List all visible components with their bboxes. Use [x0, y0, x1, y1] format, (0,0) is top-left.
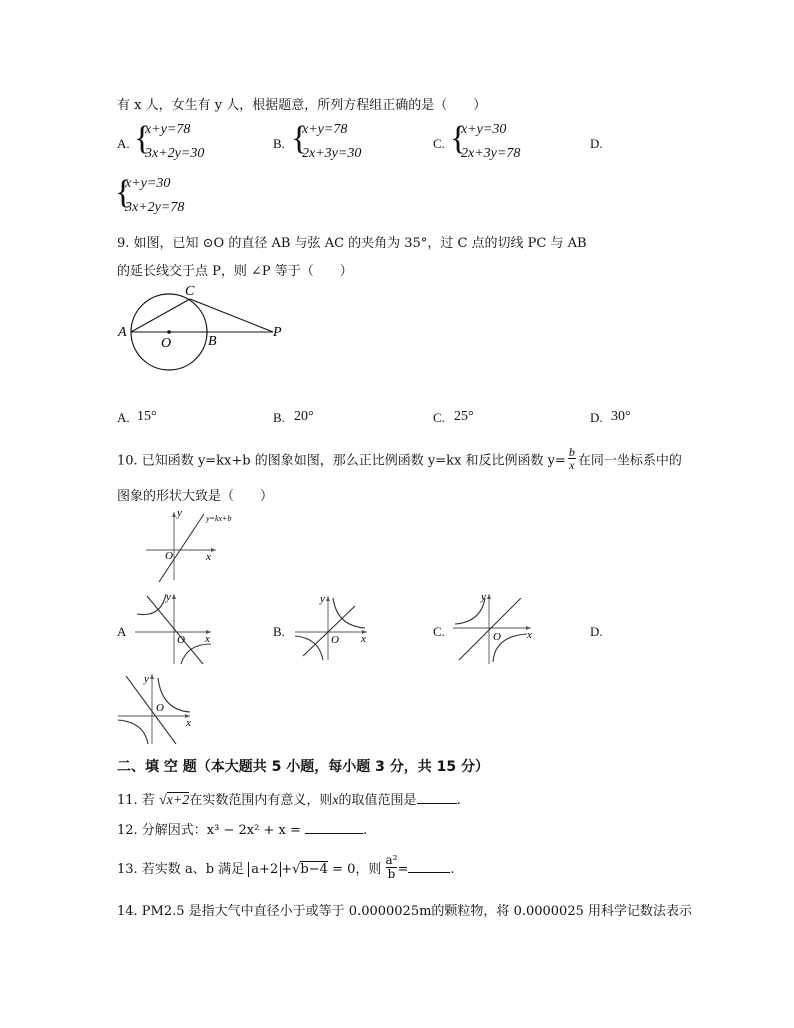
- label-p: P: [273, 325, 282, 340]
- q9-option-c-letter: C.: [433, 410, 445, 425]
- q8-option-c-eq1: x+y=30: [461, 122, 507, 137]
- q11-radicand: x+2: [166, 793, 190, 808]
- label-o: O: [161, 336, 172, 351]
- q13-radicand: b−4: [300, 862, 328, 877]
- section2-heading: 二、填 空 题（本大题共 5 小题，每小题 3 分，共 15 分）: [117, 759, 489, 775]
- q8-option-c-eq2: 2x+3y=78: [461, 146, 521, 161]
- q10-frac-num: b: [568, 445, 575, 459]
- q10-given-graph: [142, 508, 232, 584]
- q9-option-a-text: 15°: [137, 409, 157, 424]
- svg-text:O: O: [156, 702, 164, 714]
- q8-option-d-eq1: x+y=30: [125, 176, 171, 191]
- svg-text:x: x: [205, 633, 210, 645]
- q11-blank[interactable]: [417, 791, 457, 804]
- q10-option-b-letter: B.: [273, 624, 285, 639]
- q8-option-b-eq2: 2x+3y=30: [302, 146, 362, 161]
- q8-option-b-brace: {: [291, 120, 308, 157]
- q12-line: [117, 819, 367, 838]
- q8-option-c-brace: {: [450, 120, 467, 157]
- q14-line: 14. PM2.5 是指大气中直径小于或等于 0.0000025m的颗粒物，将 0.0000025 用科学记数法表示: [117, 904, 692, 919]
- q13-abs: a+2: [248, 862, 281, 877]
- q12-end: .: [362, 823, 368, 838]
- q13-fraction: [386, 854, 398, 881]
- svg-text:x: x: [186, 717, 191, 729]
- q9-option-c-text: 25°: [454, 409, 474, 424]
- line-kx-plus-b: [159, 514, 204, 582]
- svg-text:x: x: [527, 629, 532, 641]
- q13-num: a²: [385, 853, 398, 867]
- graph-label: y=kx+b: [206, 514, 232, 523]
- svg-text:x: x: [361, 633, 366, 645]
- q13-den: b: [387, 867, 396, 881]
- tangent-pc: [190, 299, 273, 332]
- q10-frac-den: x: [569, 458, 575, 472]
- label-a: A: [118, 325, 127, 340]
- q13-pre: 13. 若实数 a、b 满足: [117, 862, 245, 877]
- q8-option-d-brace: {: [115, 174, 132, 211]
- q10-option-c-graph: [451, 592, 537, 666]
- q10-option-a-letter: A: [117, 624, 127, 639]
- q10-option-d-graph: [116, 672, 198, 746]
- q11-end: .: [456, 793, 461, 808]
- svg-text:y: y: [144, 673, 149, 685]
- q10-stem-pre: 10. 已知函数 y=kx+b 的图象如图，那么正比例函数 y=kx 和反比例函数 y=: [117, 453, 566, 469]
- axis-x-label: x: [206, 551, 211, 563]
- svg-text:y: y: [320, 593, 325, 605]
- q8-option-d-letter: D.: [590, 136, 603, 151]
- q8-option-d-eq2: 3x+2y=78: [125, 200, 185, 215]
- q8-option-c-letter: C.: [433, 136, 445, 151]
- q10-stem-line1: [117, 445, 682, 474]
- axis-y-label: y: [177, 507, 182, 519]
- q13-eqsign: =: [397, 862, 409, 877]
- q11-mid: 在实数范围内有意义，则: [189, 793, 333, 808]
- svg-text:O: O: [177, 634, 185, 646]
- label-c: C: [185, 284, 195, 299]
- q13-line: [117, 853, 455, 883]
- q8-option-a-brace: {: [134, 120, 151, 157]
- q9-option-d-letter: D.: [590, 410, 603, 425]
- q8-option-b-eq1: x+y=78: [302, 122, 348, 137]
- q13-end: .: [450, 862, 455, 877]
- chord-ac: [131, 299, 190, 332]
- q9-stem-line1: 9. 如图，已知 ⊙O 的直径 AB 与弦 AC 的夹角为 35°，过 C 点的切线 PC 与 AB: [117, 236, 587, 251]
- q12-pre: 12. 分解因式：x³ − 2x² + x =: [117, 823, 301, 838]
- svg-text:O: O: [493, 631, 501, 643]
- q11-var: x: [332, 793, 339, 808]
- q13-blank[interactable]: [408, 860, 450, 873]
- q9-option-d-text: 30°: [611, 409, 631, 424]
- label-b: B: [208, 334, 217, 349]
- q10-stem-line2: 图象的形状大致是（ ）: [117, 489, 274, 504]
- q8-option-a-letter: A.: [117, 136, 130, 151]
- q11-post: 的取值范围是: [338, 793, 417, 808]
- q12-blank[interactable]: [305, 821, 363, 834]
- q13-eq: = 0，则: [332, 862, 382, 877]
- q9-option-b-letter: B.: [273, 410, 285, 425]
- q11-line: [117, 789, 461, 809]
- q8-stem: 有 x 人，女生有 y 人，根据题意，所列方程组正确的是（ ）: [117, 98, 487, 113]
- svg-text:y: y: [481, 591, 486, 603]
- q10-option-c-letter: C.: [433, 624, 445, 639]
- q9-option-a-letter: A.: [117, 410, 130, 425]
- origin-label: O: [165, 550, 173, 562]
- q8-option-a-eq1: x+y=78: [145, 122, 191, 137]
- q10-fraction: [568, 446, 576, 472]
- q9-circle-figure: [115, 283, 295, 373]
- center-dot: [167, 330, 171, 334]
- q10-option-d-letter: D.: [590, 624, 603, 639]
- q11-sqrt: √x+2: [158, 793, 190, 808]
- q10-option-b-graph: [293, 592, 373, 662]
- q13-sqrt: √b−4: [292, 862, 328, 877]
- q10-stem-post: 在同一坐标系中的: [577, 453, 682, 469]
- q11-pre: 11. 若: [117, 793, 155, 808]
- svg-text:O: O: [331, 634, 339, 646]
- q8-option-a-eq2: 3x+2y=30: [145, 146, 205, 161]
- q10-option-a-graph: [133, 592, 217, 666]
- q9-stem-line2: 的延长线交于点 P，则 ∠P 等于（ ）: [117, 264, 353, 279]
- q13-plus: +: [281, 862, 293, 877]
- svg-text:y: y: [166, 591, 171, 603]
- q9-option-b-text: 20°: [294, 409, 314, 424]
- q8-option-b-letter: B.: [273, 136, 285, 151]
